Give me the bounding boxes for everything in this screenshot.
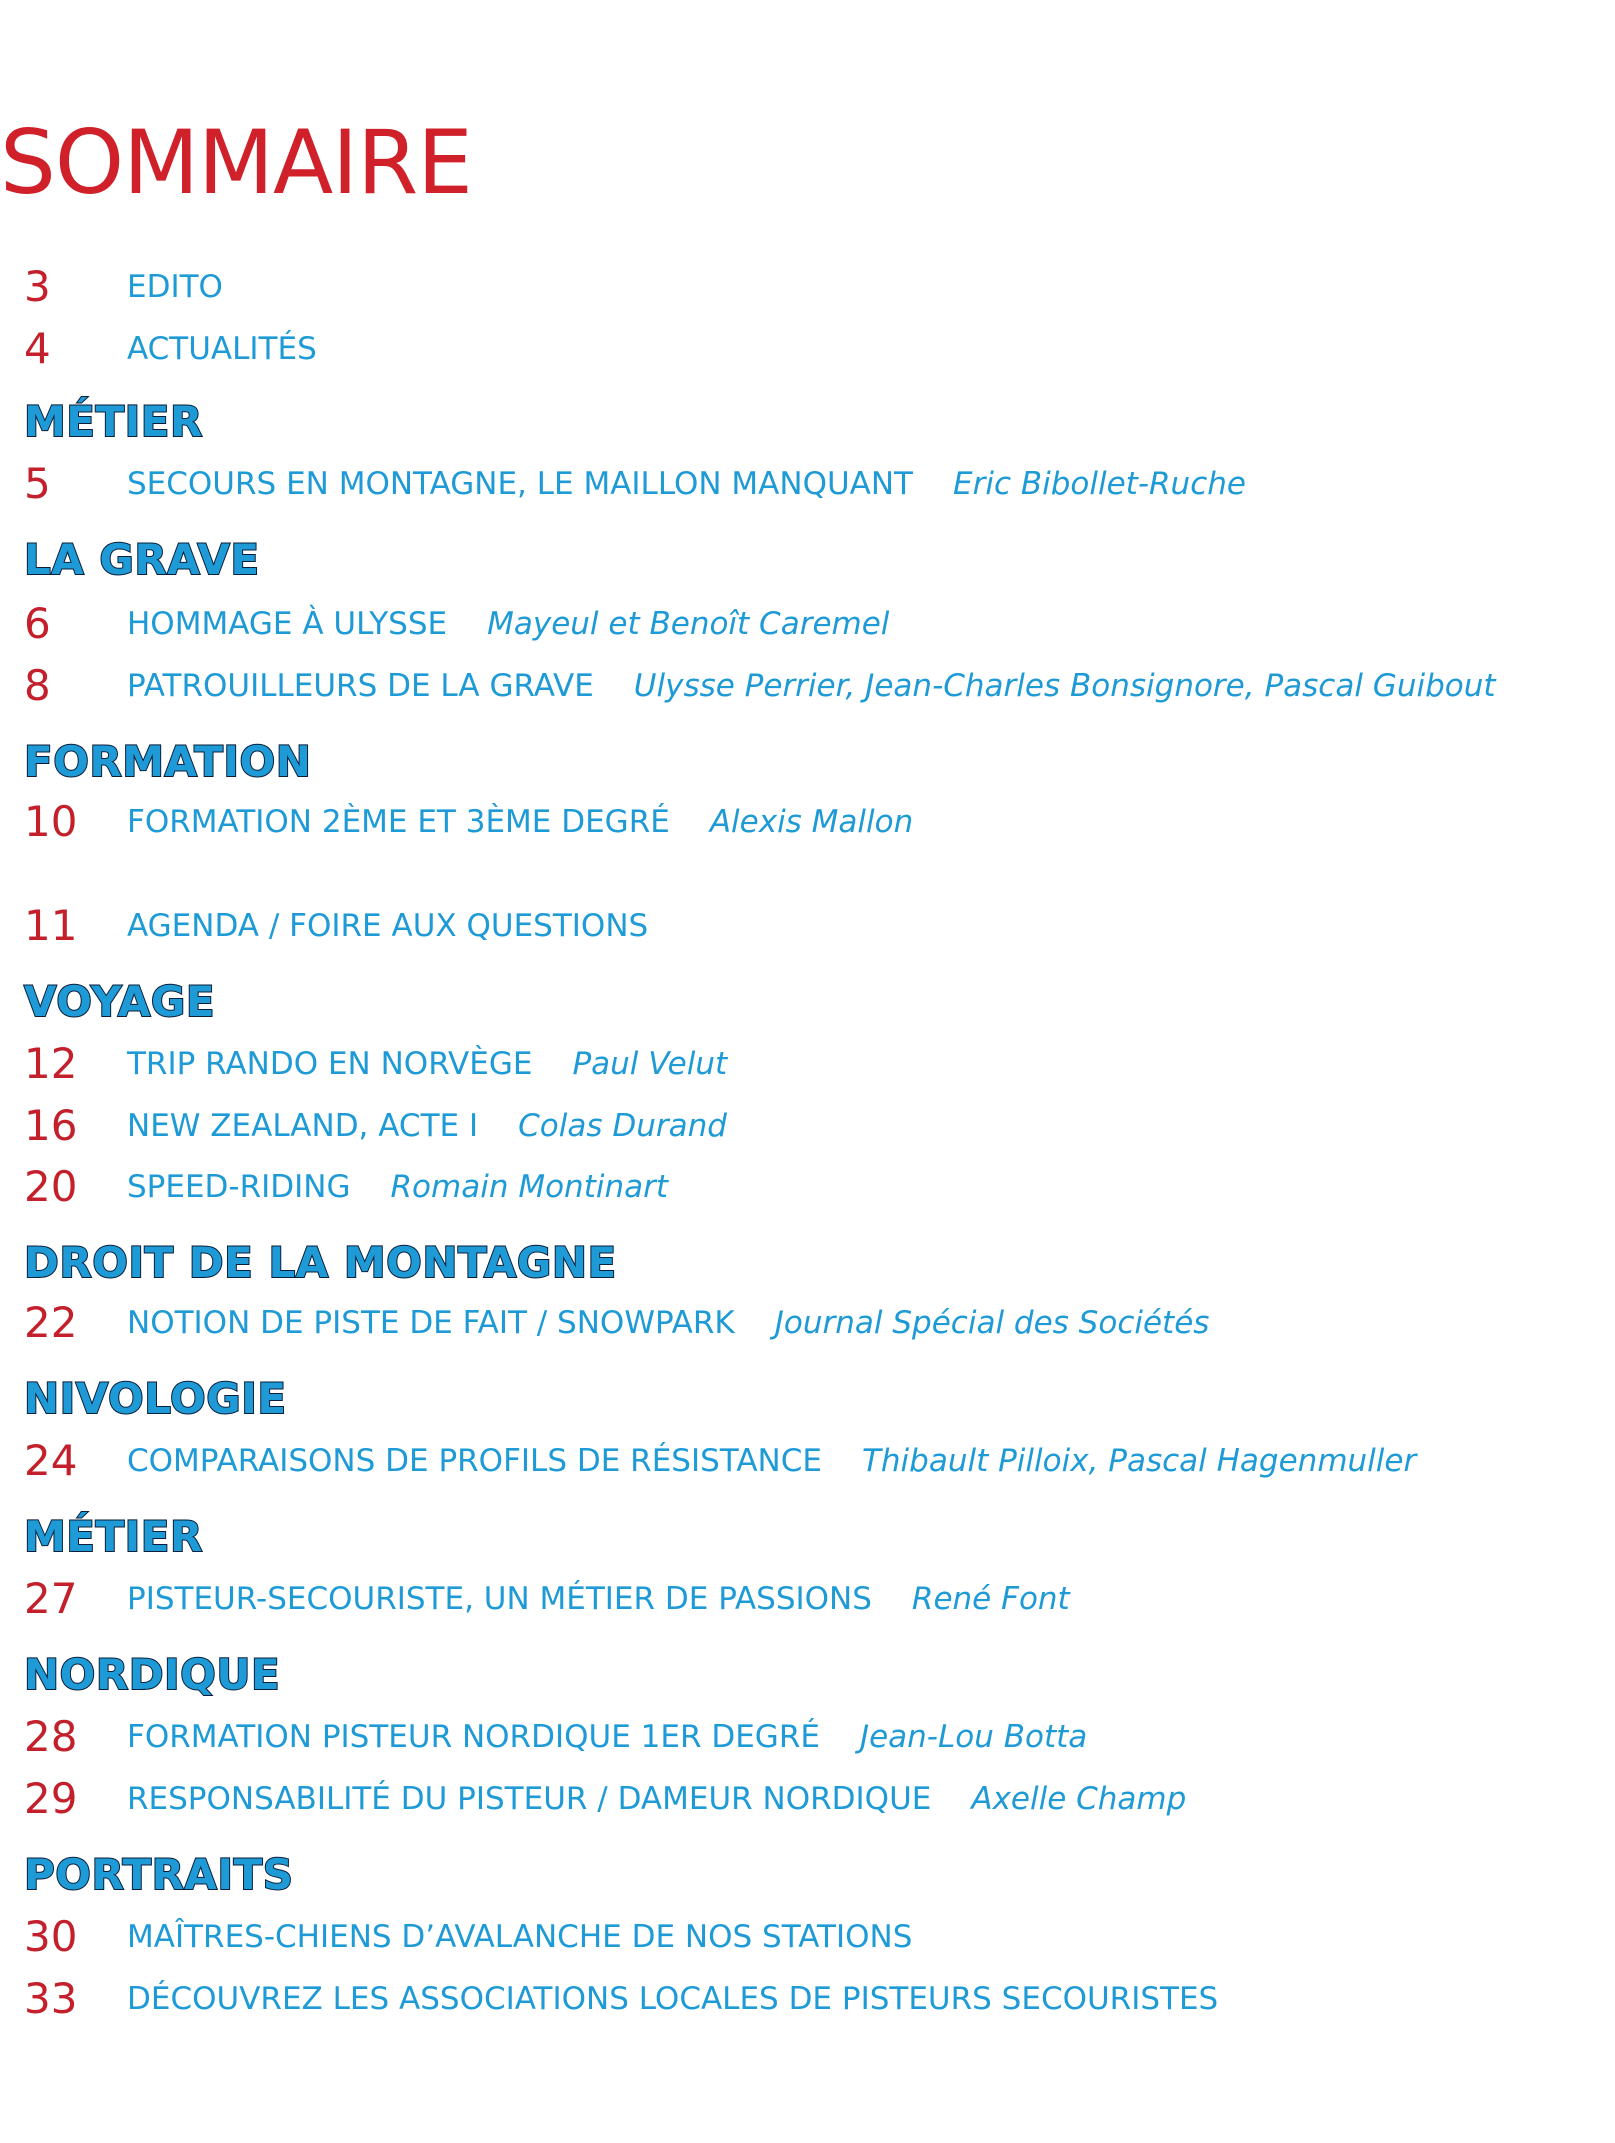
- entry-title: SECOURS EN MONTAGNE, LE MAILLON MANQUANT: [127, 466, 913, 502]
- entry-author: Eric Bibollet-Ruche: [953, 466, 1246, 502]
- entry-title: FORMATION 2ÈME ET 3ÈME DEGRÉ: [127, 804, 670, 840]
- section-heading: VOYAGE: [24, 977, 216, 1026]
- entry-title: EDITO: [127, 269, 223, 305]
- page-number: 11: [24, 901, 78, 950]
- section-heading: PORTRAITS: [24, 1850, 294, 1899]
- page-number: 6: [24, 599, 51, 648]
- entry-line: [127, 1168, 668, 1206]
- section-heading: MÉTIER: [24, 1512, 203, 1561]
- entry-line: [127, 465, 1246, 503]
- section-heading: LA GRAVE: [24, 535, 260, 584]
- entry-author: Paul Velut: [572, 1046, 728, 1082]
- entry-title: PATROUILLEURS DE LA GRAVE: [127, 668, 594, 704]
- entry-title: NEW ZEALAND, ACTE I: [127, 1108, 479, 1144]
- entry-line: [127, 1918, 912, 1956]
- page-number: 29: [24, 1774, 78, 1823]
- page-number: 8: [24, 661, 51, 710]
- entry-line: [127, 1980, 1218, 2018]
- entry-author: Thibault Pilloix, Pascal Hagenmuller: [861, 1443, 1417, 1479]
- page-number: 12: [24, 1039, 78, 1088]
- entry-title: MAÎTRES-CHIENS D’AVALANCHE DE NOS STATIONS: [127, 1919, 913, 1955]
- page-number: 33: [24, 1974, 78, 2023]
- entry-title: NOTION DE PISTE DE FAIT / SNOWPARK: [127, 1305, 735, 1341]
- entry-line: [127, 605, 889, 643]
- entry-author: René Font: [911, 1581, 1070, 1617]
- entry-title: RESPONSABILITÉ DU PISTEUR / DAMEUR NORDIQUE: [127, 1781, 932, 1817]
- entry-line: [127, 1780, 1186, 1818]
- page-number: 10: [24, 797, 78, 846]
- entry-title: PISTEUR-SECOURISTE, UN MÉTIER DE PASSIONS: [127, 1581, 872, 1617]
- section-heading: DROIT DE LA MONTAGNE: [24, 1238, 617, 1287]
- entry-title: HOMMAGE À ULYSSE: [127, 606, 448, 642]
- entry-line: [127, 1718, 1087, 1756]
- entry-title: SPEED-RIDING: [127, 1169, 351, 1205]
- page-number: 3: [24, 262, 51, 311]
- page-number: 22: [24, 1298, 78, 1347]
- page-number: 30: [24, 1912, 78, 1961]
- page-number: 24: [24, 1436, 78, 1485]
- page-number: 5: [24, 459, 51, 508]
- entry-title: TRIP RANDO EN NORVÈGE: [127, 1046, 533, 1082]
- entry-line: [127, 907, 648, 945]
- page-number: 20: [24, 1162, 78, 1211]
- entry-author: Journal Spécial des Sociétés: [774, 1305, 1210, 1341]
- entry-title: COMPARAISONS DE PROFILS DE RÉSISTANCE: [127, 1443, 822, 1479]
- entry-author: Romain Montinart: [390, 1169, 669, 1205]
- entry-author: Colas Durand: [518, 1108, 727, 1144]
- entry-line: [127, 330, 317, 368]
- entry-line: [127, 1580, 1070, 1618]
- page-title: SOMMAIRE: [0, 111, 472, 214]
- entry-author: Mayeul et Benoît Caremel: [487, 606, 890, 642]
- entry-author: Jean-Lou Botta: [859, 1719, 1088, 1755]
- entry-title: DÉCOUVREZ LES ASSOCIATIONS LOCALES DE PISTEURS SECOURISTES: [127, 1981, 1219, 2017]
- entry-author: Alexis Mallon: [709, 804, 914, 840]
- entry-title: AGENDA / FOIRE AUX QUESTIONS: [127, 908, 649, 944]
- entry-title: FORMATION PISTEUR NORDIQUE 1ER DEGRÉ: [127, 1719, 820, 1755]
- page-number: 28: [24, 1712, 78, 1761]
- entry-title: ACTUALITÉS: [127, 331, 317, 367]
- entry-line: [127, 1304, 1209, 1342]
- section-heading: MÉTIER: [24, 397, 203, 446]
- entry-line: [127, 268, 223, 306]
- page-number: 4: [24, 324, 51, 373]
- section-heading: NIVOLOGIE: [24, 1374, 287, 1423]
- entry-author: Ulysse Perrier, Jean-Charles Bonsignore, Pascal Guibout: [633, 668, 1496, 704]
- section-heading: NORDIQUE: [24, 1650, 281, 1699]
- page-number: 27: [24, 1574, 78, 1623]
- entry-line: [127, 803, 913, 841]
- page-number: 16: [24, 1101, 78, 1150]
- entry-line: [127, 1045, 727, 1083]
- section-heading: FORMATION: [24, 737, 312, 786]
- entry-line: [127, 1442, 1416, 1480]
- entry-author: Axelle Champ: [971, 1781, 1187, 1817]
- entry-line: [127, 667, 1496, 705]
- entry-line: [127, 1107, 727, 1145]
